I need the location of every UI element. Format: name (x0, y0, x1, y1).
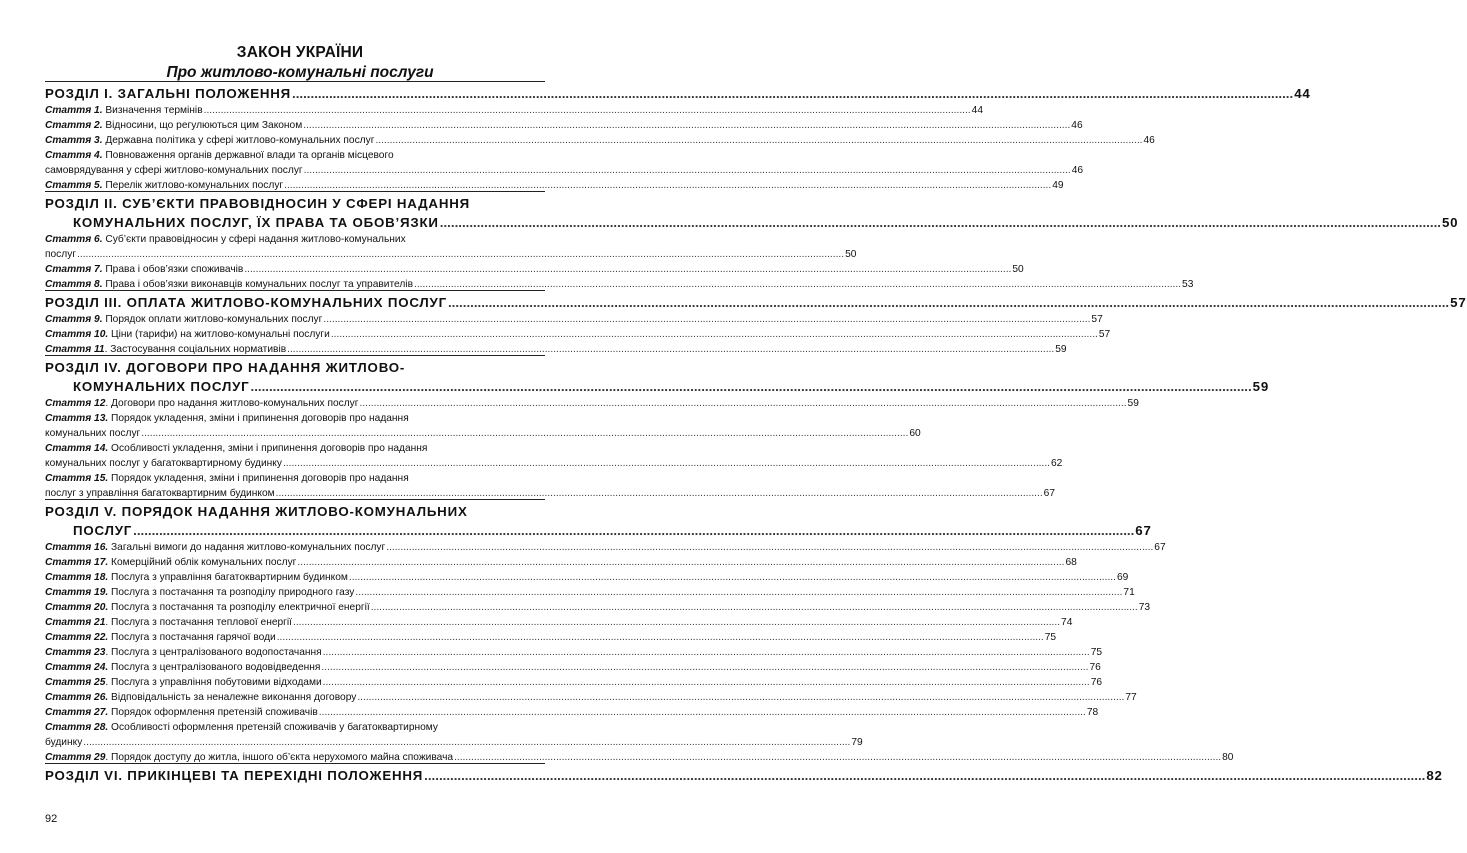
toc-entry-text (45, 677, 322, 688)
toc-entry-text (45, 602, 370, 613)
toc-page-number: 44 (971, 105, 984, 116)
leader-dots (76, 249, 845, 260)
toc-entry-text (45, 722, 438, 733)
toc-entry-text (45, 428, 140, 439)
toc-page-number: 69 (1116, 572, 1129, 583)
toc-article-line (45, 394, 1139, 409)
section-title: РОЗДІЛ V. ПОРЯДОК НАДАННЯ ЖИТЛОВО-КОМУНАЛЬНИХ (45, 504, 468, 519)
toc-page-number: 50 (845, 249, 857, 260)
toc-entry-text (45, 120, 302, 131)
toc-section-line (45, 192, 545, 211)
section-title: ПОСЛУГ (73, 523, 133, 538)
toc-entry-text (45, 165, 303, 176)
section-title: РОЗДІЛ ІІ. СУБ’ЄКТИ ПРАВОВІДНОСИН У СФЕРІ НАДАННЯ (45, 196, 470, 211)
toc-article-line (45, 275, 1194, 290)
article-title: Особливості оформлення претензій споживачів у багатоквартирному (108, 722, 439, 733)
article-label: Стаття 5. (45, 180, 103, 191)
article-label: Стаття 14. (45, 443, 109, 454)
toc-page-number: 76 (1089, 662, 1101, 673)
toc-section-line (45, 764, 1443, 783)
toc-article-line (45, 310, 1103, 325)
article-title: . Договори про надання житлово-комунальних послуг (105, 398, 359, 409)
toc-page-number: 59 (1055, 344, 1067, 355)
leader-dots (348, 572, 1117, 583)
article-label: Стаття 9. (45, 314, 103, 325)
toc-article-line (45, 613, 1073, 628)
toc-page-number: 59 (1252, 379, 1270, 394)
toc-entry-text (45, 458, 282, 469)
toc-article-line (45, 718, 545, 733)
toc-entry-text (45, 504, 468, 519)
toc-section-line (45, 356, 545, 375)
article-title: . Послуга з постачання теплової енергії (105, 617, 292, 628)
article-label: Стаття 19. (45, 587, 109, 598)
leader-dots (282, 458, 1051, 469)
toc-article-line (45, 598, 1151, 613)
toc-page-number: 67 (1043, 488, 1056, 499)
toc-article-line (45, 116, 1083, 131)
article-title: Порядок оплати житлово-комунальних послуг (102, 314, 323, 325)
toc-entry-text (73, 215, 439, 230)
toc-page-number: 62 (1051, 458, 1063, 469)
article-title: Загальні вимоги до надання житлово-комунальних послуг (108, 542, 386, 553)
toc-article-line (45, 628, 1057, 643)
article-title: . Послуга з управління побутовими відходами (105, 677, 322, 688)
toc-article-line (45, 538, 1166, 553)
article-title: комунальних послуг у багатоквартирному будинку (45, 458, 282, 469)
article-label: Стаття 24. (45, 662, 109, 673)
leader-dots (354, 587, 1123, 598)
toc-entry-text (73, 523, 132, 538)
leader-dots (447, 295, 1450, 310)
article-label: Стаття 8. (45, 279, 103, 290)
toc-entry-text (45, 768, 423, 783)
toc-article-line (45, 176, 1064, 191)
leader-dots (370, 602, 1139, 613)
article-title: Суб’єкти правовідносин у сфері надання житлово-комунальних (102, 234, 406, 245)
article-title: Порядок оформлення претензій споживачів (108, 707, 318, 718)
toc-page-number: 57 (1098, 329, 1111, 340)
toc-page-number: 46 (1143, 135, 1155, 146)
toc-page-number: 46 (1071, 165, 1084, 176)
article-title: Послуга з управління багатоквартирним будинком (108, 572, 348, 583)
toc-page-number: 71 (1123, 587, 1135, 598)
leader-dots (358, 398, 1127, 409)
toc-page-number: 75 (1090, 647, 1103, 658)
article-title: самоврядування у сфері житлово-комунальних послуг (45, 165, 303, 176)
leader-dots (318, 707, 1087, 718)
leader-dots (292, 617, 1061, 628)
toc-page-number: 57 (1450, 295, 1467, 310)
article-title: Послуга з постачання гарячої води (108, 632, 276, 643)
toc-article-line (45, 484, 1056, 499)
toc-article-line (45, 568, 1129, 583)
leader-dots (250, 379, 1253, 394)
article-title: Перелік житлово-комунальних послуг (102, 180, 284, 191)
section-title: РОЗДІЛ VI. ПРИКІНЦЕВІ ТА ПЕРЕХІДНІ ПОЛОЖЕННЯ (45, 768, 424, 783)
toc-article-line (45, 131, 1155, 146)
toc-entry-text (45, 737, 82, 748)
article-label: Стаття 25 (45, 677, 106, 688)
article-title: Послуга з постачання та розподілу природного газу (108, 587, 355, 598)
article-label: Стаття 20. (45, 602, 109, 613)
toc-page-number: 74 (1061, 617, 1073, 628)
leader-dots (286, 344, 1055, 355)
leader-dots (439, 215, 1442, 230)
article-label: Стаття 1. (45, 105, 103, 116)
toc-entry-text (45, 542, 385, 553)
toc-entry-text (45, 314, 322, 325)
toc-entry-text (45, 180, 283, 191)
article-label: Стаття 26. (45, 692, 109, 703)
toc-article-line (45, 733, 863, 748)
leader-dots (320, 662, 1089, 673)
toc-page-number: 79 (851, 737, 863, 748)
toc-article-line (45, 454, 1063, 469)
toc-article-line (45, 340, 1067, 355)
toc-article-line (45, 161, 1084, 176)
toc-article-line (45, 748, 1234, 763)
toc-page-number: 44 (1294, 86, 1311, 101)
article-title: Права і обов’язки виконавців комунальних послуг та управителів (102, 279, 413, 290)
toc-page-number: 49 (1052, 180, 1064, 191)
toc-entry-text (45, 105, 203, 116)
toc-page-number: 50 (1012, 264, 1024, 275)
leader-dots (330, 329, 1099, 340)
leader-dots (291, 86, 1294, 101)
toc-article-line (45, 673, 1103, 688)
article-label: Стаття 15. (45, 473, 109, 484)
article-title: Порядок укладення, зміни і припинення договорів про надання (108, 473, 409, 484)
article-title: будинку (45, 737, 83, 748)
toc-entry-text (45, 196, 470, 211)
leader-dots (322, 677, 1091, 688)
section-title: РОЗДІЛ IV. ДОГОВОРИ ПРО НАДАННЯ ЖИТЛОВО- (45, 360, 406, 375)
leader-dots (385, 542, 1154, 553)
toc-entry-text (45, 360, 405, 375)
toc-section-line (45, 375, 1270, 394)
toc-page-number: 50 (1441, 215, 1459, 230)
toc-article-line (45, 703, 1099, 718)
leader-dots (303, 165, 1072, 176)
article-title: Комерційний облік комунальних послуг (108, 557, 297, 568)
article-label: Стаття 16. (45, 542, 109, 553)
section-title: КОМУНАЛЬНИХ ПОСЛУГ (73, 379, 250, 394)
toc-article-line (45, 101, 984, 116)
leader-dots (203, 105, 972, 116)
article-title: . Застосування соціальних нормативів (104, 344, 287, 355)
toc-article-line (45, 260, 1024, 275)
toc-page-number: 73 (1138, 602, 1151, 613)
section-title: РОЗДІЛ І. ЗАГАЛЬНІ ПОЛОЖЕННЯ (45, 86, 292, 101)
toc-entry-text (45, 752, 453, 763)
toc-entry-text (45, 443, 427, 454)
toc-section-line (45, 519, 1152, 538)
article-title: Визначення термінів (102, 105, 203, 116)
article-label: Стаття 10. (45, 329, 109, 340)
toc-entry-text (45, 234, 406, 245)
article-label: Стаття 11 (45, 344, 105, 355)
toc-article-line (45, 146, 545, 161)
article-title: . Послуга з централізованого водопостачання (105, 647, 322, 658)
article-title: Порядок укладення, зміни і припинення договорів про надання (108, 413, 409, 424)
toc-article-line (45, 230, 545, 245)
article-label: Стаття 21 (45, 617, 106, 628)
article-label: Стаття 17. (45, 557, 109, 568)
toc-page-number: 75 (1044, 632, 1057, 643)
toc-article-line (45, 325, 1111, 340)
article-title: Особливості укладення, зміни і припинення договорів про надання (108, 443, 428, 454)
toc-page-number: 67 (1154, 542, 1166, 553)
section-title: КОМУНАЛЬНИХ ПОСЛУГ, ЇХ ПРАВА ТА ОБОВ’ЯЗКИ (73, 215, 439, 230)
toc-entry-text (45, 329, 330, 340)
leader-dots (356, 692, 1125, 703)
article-label: Стаття 23 (45, 647, 106, 658)
toc-article-line (45, 583, 1135, 598)
toc-entry-text (45, 632, 276, 643)
toc-entry-text (45, 150, 394, 161)
toc-page-number: 78 (1086, 707, 1099, 718)
toc-article-line (45, 439, 545, 454)
article-label: Стаття 2. (45, 120, 103, 131)
toc-section-line (45, 82, 1311, 101)
toc-section-line (45, 291, 1467, 310)
toc-article-line (45, 643, 1103, 658)
toc-article-line (45, 658, 1101, 673)
toc-entry-text (45, 572, 348, 583)
leader-dots (132, 523, 1135, 538)
article-title: послуг з управління багатоквартирним будинком (45, 488, 275, 499)
article-title: Права і обов’язки споживачів (102, 264, 244, 275)
toc-section-line (45, 500, 545, 519)
leader-dots (275, 488, 1044, 499)
leader-dots (283, 180, 1052, 191)
article-label: Стаття 18. (45, 572, 109, 583)
toc-page-number: 80 (1222, 752, 1234, 763)
toc-entry-text (45, 488, 275, 499)
article-label: Стаття 27. (45, 707, 109, 718)
document-subtitle: Про житлово-комунальні послуги (166, 64, 434, 81)
leader-dots (322, 647, 1091, 658)
toc-entry-text (45, 344, 286, 355)
toc-entry-text (45, 264, 243, 275)
leader-dots (453, 752, 1222, 763)
article-label: Стаття 29 (45, 752, 106, 763)
toc-section-line (45, 211, 1459, 230)
toc-entry-text (45, 557, 296, 568)
article-title: . Порядок доступу до житла, іншого об’єкта нерухомого майна споживача (105, 752, 454, 763)
toc-page-number: 76 (1090, 677, 1103, 688)
leader-dots (276, 632, 1045, 643)
toc-entry-text (45, 707, 318, 718)
toc-entry-text (45, 86, 291, 101)
toc-article-line (45, 553, 1077, 568)
toc-entry-text (45, 413, 409, 424)
article-label: Стаття 28. (45, 722, 109, 733)
article-label: Стаття 6. (45, 234, 103, 245)
article-title: послуг (45, 249, 77, 260)
article-title: Відносини, що регулюються цим Законом (102, 120, 303, 131)
toc-entry-text (45, 617, 292, 628)
article-title: Державна політика у сфері житлово-комунальних послуг (102, 135, 375, 146)
toc-entry-text (45, 647, 322, 658)
toc-page-number: 77 (1125, 692, 1137, 703)
article-title: Повноваження органів державної влади та органів місцевого (102, 150, 394, 161)
leader-dots (374, 135, 1143, 146)
toc-article-line (45, 469, 545, 484)
toc-page-number: 59 (1127, 398, 1139, 409)
toc-page-number: 53 (1182, 279, 1194, 290)
article-title: комунальних послуг (45, 428, 141, 439)
section-title: РОЗДІЛ ІІІ. ОПЛАТА ЖИТЛОВО-КОМУНАЛЬНИХ ПОСЛУГ (45, 295, 447, 310)
article-label: Стаття 3. (45, 135, 103, 146)
toc-page-number: 82 (1426, 768, 1443, 783)
toc-entry-text (45, 135, 374, 146)
leader-dots (296, 557, 1065, 568)
toc-entry-text (45, 279, 413, 290)
toc-article-line (45, 245, 857, 260)
toc-entry-text (45, 473, 409, 484)
page-number: 92 (45, 813, 58, 825)
toc-page-number: 68 (1065, 557, 1077, 568)
article-label: Стаття 13. (45, 413, 109, 424)
toc-entry-text (45, 249, 76, 260)
article-label: Стаття 12 (45, 398, 106, 409)
article-label: Стаття 4. (45, 150, 103, 161)
toc-article-line (45, 409, 545, 424)
toc-article-line (45, 688, 1137, 703)
article-label: Стаття 22. (45, 632, 109, 643)
toc-page-number: 57 (1091, 314, 1103, 325)
leader-dots (413, 279, 1182, 290)
leader-dots (82, 737, 851, 748)
leader-dots (140, 428, 909, 439)
table-of-contents (45, 81, 1467, 783)
leader-dots (302, 120, 1071, 131)
toc-entry-text (45, 692, 356, 703)
leader-dots (243, 264, 1012, 275)
article-title: Ціни (тарифи) на житлово-комунальні послуги (108, 329, 330, 340)
toc-entry-text (45, 295, 447, 310)
toc-entry-text (73, 379, 250, 394)
toc-article-line (45, 424, 921, 439)
article-title: Послуга з централізованого водовідведення (108, 662, 321, 673)
document-title: ЗАКОН УКРАЇНИ (236, 44, 364, 61)
article-title: Відповідальність за неналежне виконання договору (108, 692, 357, 703)
toc-page-number: 60 (909, 428, 921, 439)
toc-entry-text (45, 398, 358, 409)
leader-dots (423, 768, 1426, 783)
article-label: Стаття 7. (45, 264, 103, 275)
toc-page-number: 67 (1135, 523, 1152, 538)
toc-page-number: 46 (1071, 120, 1083, 131)
toc-entry-text (45, 662, 320, 673)
toc-entry-text (45, 587, 354, 598)
article-title: Послуга з постачання та розподілу електричної енергії (108, 602, 370, 613)
leader-dots (322, 314, 1091, 325)
